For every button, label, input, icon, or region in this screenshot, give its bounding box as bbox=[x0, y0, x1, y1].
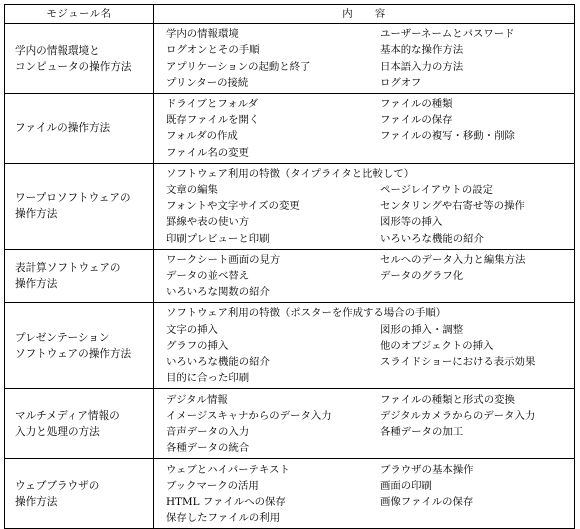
content-item: 印刷プレビューと印刷 bbox=[166, 232, 270, 245]
content-item: データのグラフ化 bbox=[380, 270, 464, 283]
content-item: デジタルカメラからのデータ入力 bbox=[380, 409, 536, 422]
module-name-line: 学内の情報環境と bbox=[15, 44, 100, 57]
content-item: HTML ファイルへの保存 bbox=[166, 495, 286, 508]
content-item: グラフの挿入 bbox=[166, 339, 229, 352]
content-item: いろいろな機能の紹介 bbox=[380, 232, 484, 245]
content-column-header: 内 容 bbox=[154, 5, 575, 24]
module-row bbox=[5, 459, 575, 529]
content-item: ユーザーネームとパスワード bbox=[380, 28, 515, 41]
content-item bbox=[380, 440, 572, 456]
content-cell bbox=[154, 24, 575, 94]
content-item: 各種データの加工 bbox=[380, 425, 464, 438]
content-item: ウェブとハイパーテキスト bbox=[166, 463, 290, 476]
module-row bbox=[5, 94, 575, 164]
content-item: ファイル名の変更 bbox=[166, 146, 249, 159]
header-row bbox=[5, 5, 575, 24]
content-item bbox=[380, 370, 572, 386]
content-item: 基本的な操作方法 bbox=[380, 44, 464, 57]
content-item: 画面の印刷 bbox=[380, 479, 432, 492]
content-cell bbox=[154, 163, 575, 249]
content-item: 既存ファイルを開く bbox=[166, 114, 260, 127]
module-name-cell bbox=[5, 94, 154, 164]
content-item: 学内の情報環境 bbox=[166, 28, 239, 41]
module-name-cell bbox=[5, 459, 154, 529]
module-name-cell bbox=[5, 163, 154, 249]
module-name-line: 入力と処理の方法 bbox=[15, 425, 100, 438]
module-name-line: ファイルの操作方法 bbox=[15, 122, 111, 135]
module-column-header: モジュール名 bbox=[5, 5, 154, 24]
content-item: いろいろな関数の紹介 bbox=[166, 286, 270, 299]
content-item: 画像ファイルの保存 bbox=[380, 495, 474, 508]
module-name-line: ワープロソフトウェアの bbox=[15, 192, 131, 205]
module-row bbox=[5, 163, 575, 249]
module-name-line: ソフトウェアの操作方法 bbox=[15, 347, 132, 360]
module-row bbox=[5, 389, 575, 459]
module-name-line: 操作方法 bbox=[15, 495, 58, 508]
module-name-line: 表計算ソフトウェアの bbox=[15, 262, 121, 275]
content-item: プリンターの接続 bbox=[166, 76, 249, 89]
content-item: ファイルの種類 bbox=[380, 98, 453, 110]
content-item: センタリングや右寄せ等の操作 bbox=[380, 200, 525, 213]
module-name-line: 操作方法 bbox=[15, 208, 58, 221]
content-item: ドライブとフォルダ bbox=[166, 98, 258, 110]
content-item: イメージスキャナからのデータ入力 bbox=[166, 409, 332, 422]
content-item: ブックマークの活用 bbox=[166, 479, 259, 492]
content-item: 日本語入力の方法 bbox=[380, 60, 464, 73]
module-name-cell bbox=[5, 389, 154, 459]
module-table bbox=[4, 4, 575, 529]
content-cell bbox=[154, 459, 575, 529]
content-item: 保存したファイルの利用 bbox=[166, 512, 281, 525]
module-row bbox=[5, 24, 575, 94]
content-items bbox=[166, 96, 572, 161]
module-name-line: マルチメディア情報の bbox=[15, 409, 120, 422]
content-item: 他のオブジェクトの挿入 bbox=[380, 339, 494, 352]
content-item: デジタル情報 bbox=[166, 393, 228, 406]
content-item: 罫線や表の使い方 bbox=[166, 216, 250, 229]
module-row bbox=[5, 249, 575, 303]
module-name-line: 操作方法 bbox=[15, 278, 58, 291]
module-name-cell bbox=[5, 249, 154, 303]
content-item: ログオンとその手順 bbox=[166, 44, 260, 57]
content-cell bbox=[154, 94, 575, 164]
content-item: 文章の編集 bbox=[166, 184, 218, 197]
content-items bbox=[166, 462, 572, 527]
content-item: 各種データの統合 bbox=[166, 442, 250, 455]
content-items bbox=[166, 322, 572, 387]
content-item: スライドショーにおける表示効果 bbox=[380, 356, 536, 369]
content-item: ページレイアウトの設定 bbox=[380, 184, 493, 197]
content-item: 文字の挿入 bbox=[166, 323, 218, 336]
content-item: 音声データの入力 bbox=[166, 425, 250, 438]
content-item: 目的に合った印刷 bbox=[166, 372, 250, 385]
module-name-cell bbox=[5, 24, 154, 94]
content-item bbox=[380, 510, 572, 526]
content-cell bbox=[154, 389, 575, 459]
content-item: ファイルの複写・移動・削除 bbox=[380, 130, 515, 143]
content-item: フォントや文字サイズの変更 bbox=[166, 200, 300, 213]
content-intro: ソフトウェア利用の特徴（タイプライタと比較して） bbox=[166, 167, 415, 180]
module-name-line: ウェブブラウザの bbox=[15, 479, 100, 492]
content-item: いろいろな機能の紹介 bbox=[166, 356, 270, 369]
content-item: フォルダの作成 bbox=[166, 130, 238, 143]
content-item: データの並べ替え bbox=[166, 270, 250, 283]
content-item: ログオフ bbox=[380, 76, 422, 89]
content-items bbox=[166, 392, 572, 457]
module-name-line: プレゼンテーション bbox=[15, 331, 110, 344]
content-item: 図形の挿入・調整 bbox=[380, 323, 464, 336]
content-item bbox=[380, 145, 572, 161]
content-cell bbox=[154, 249, 575, 303]
content-item: ワークシート画面の見方 bbox=[166, 253, 281, 266]
content-item: アプリケーションの起動と終了 bbox=[166, 60, 311, 73]
content-item bbox=[380, 284, 572, 300]
module-name-line: コンピュータの操作方法 bbox=[15, 60, 132, 73]
content-cell bbox=[154, 303, 575, 389]
content-item: ブラウザの基本操作 bbox=[380, 463, 474, 476]
content-items bbox=[166, 26, 572, 91]
table-body bbox=[5, 24, 575, 529]
content-item: ファイルの種類と形式の変換 bbox=[380, 393, 515, 406]
content-item: 図形等の挿入 bbox=[380, 216, 443, 229]
content-item: セルへのデータ入力と編集方法 bbox=[380, 253, 526, 266]
content-items bbox=[166, 182, 572, 247]
module-name-cell bbox=[5, 303, 154, 389]
content-items bbox=[166, 252, 572, 301]
module-row bbox=[5, 303, 575, 389]
content-intro: ソフトウェア利用の特徴（ポスターを作成する場合の手順） bbox=[166, 307, 447, 320]
content-item: ファイルの保存 bbox=[380, 114, 453, 127]
